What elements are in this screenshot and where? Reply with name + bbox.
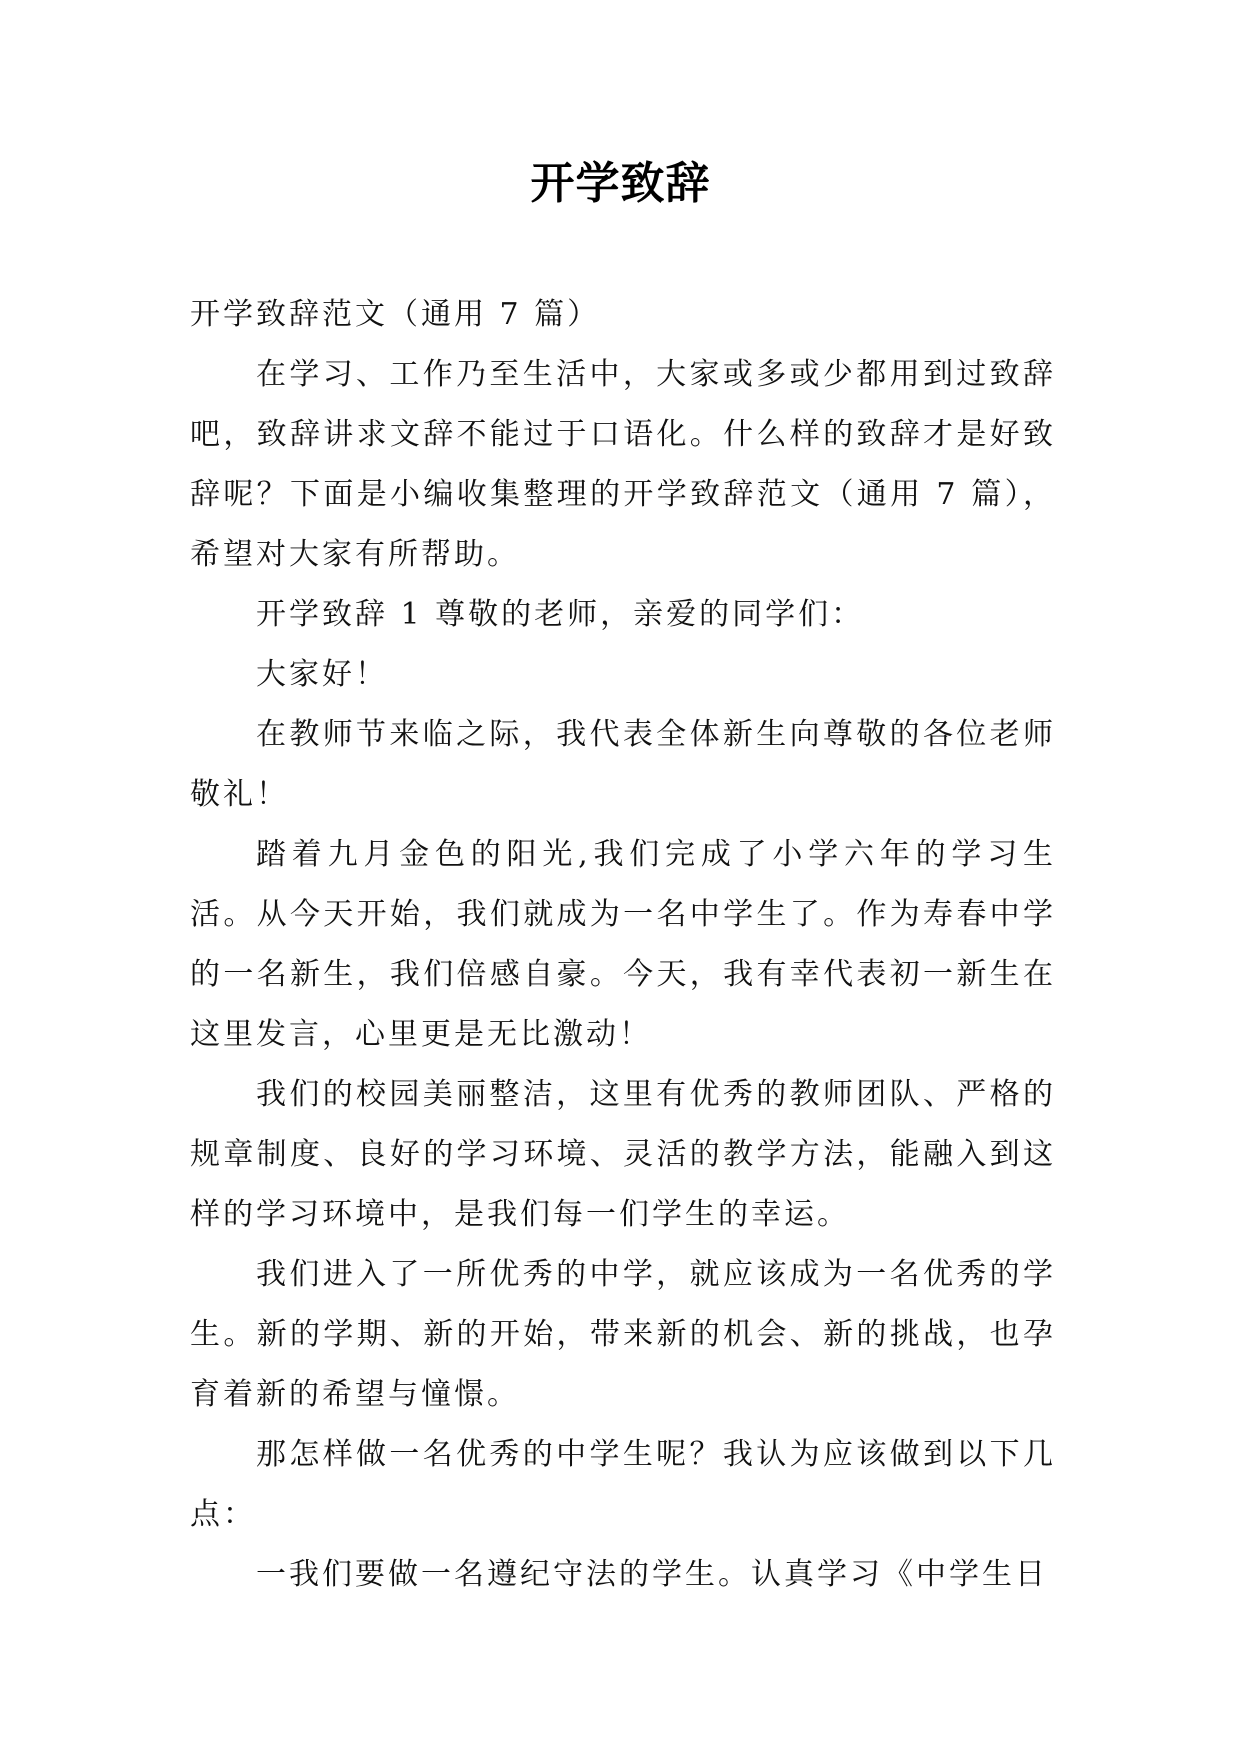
paragraph: 在教师节来临之际，我代表全体新生向尊敬的各位老师敬礼！ [190, 717, 1056, 812]
paragraph: 开学致辞 1 尊敬的老师，亲爱的同学们： [256, 597, 865, 632]
paragraph: 我们的校园美丽整洁，这里有优秀的教师团队、严格的规章制度、良好的学习环境、灵活的教学方法，能融入到这样的学习环境中，是我们每一们学生的幸运。 [190, 1077, 1056, 1232]
paragraph: 大家好！ [256, 657, 388, 692]
document-body [190, 285, 1056, 1605]
paragraph: 我们进入了一所优秀的中学，就应该成为一名优秀的学生。新的学期、新的开始，带来新的机会、新的挑战，也孕育着新的希望与憧憬。 [190, 1257, 1056, 1412]
document-title: 开学致辞 [530, 158, 711, 209]
paragraph: 那怎样做一名优秀的中学生呢？我认为应该做到以下几点： [190, 1437, 1056, 1532]
paragraph: 在学习、工作乃至生活中，大家或多或少都用到过致辞吧，致辞讲求文辞不能过于口语化。什么样的致辞才是好致辞呢？下面是小编收集整理的开学致辞范文（通用 7 篇），希望对大家有所帮助。 [190, 357, 1056, 572]
document-subtitle: 开学致辞范文（通用 7 篇） [190, 297, 601, 332]
paragraph: 踏着九月金色的阳光,我们完成了小学六年的学习生活。从今天开始，我们就成为一名中学生了。作为寿春中学的一名新生，我们倍感自豪。今天，我有幸代表初一新生在这里发言，心里更是无比激动！ [190, 837, 1056, 1052]
paragraph: 一我们要做一名遵纪守法的学生。认真学习《中学生日 [256, 1557, 1048, 1592]
